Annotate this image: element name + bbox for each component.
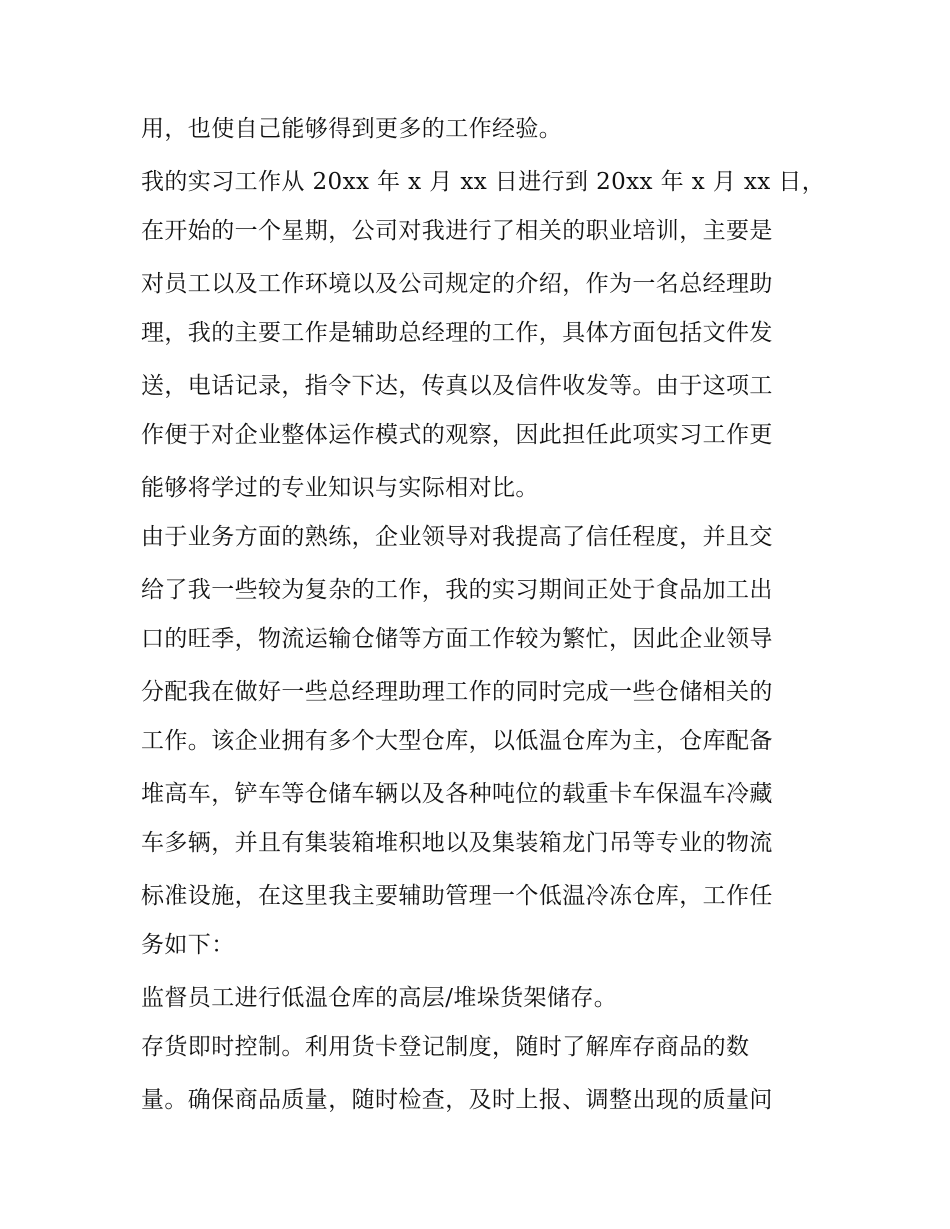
text-line: 用，也使自己能够得到更多的工作经验。: [141, 116, 563, 142]
text-line: 对员工以及工作环境以及公司规定的介绍，作为一名总经理助: [141, 271, 773, 297]
text-line: 量。确保商品质量，随时检查，及时上报、调整出现的质量问: [141, 1087, 773, 1113]
text-line: 作便于对企业整体运作模式的观察，因此担任此项实习工作更: [141, 422, 773, 448]
text-line: 给了我一些较为复杂的工作，我的实习期间正处于食品加工出: [141, 577, 773, 603]
text-line: 标准设施，在这里我主要辅助管理一个低温冷冻仓库，工作任: [141, 883, 773, 909]
text-line: 堆高车，铲车等仓储车辆以及各种吨位的载重卡车保温车冷藏: [141, 781, 773, 807]
text-line: 存货即时控制。利用货卡登记制度，随时了解库存商品的数: [141, 1034, 750, 1060]
text-line: 送，电话记录，指令下达，传真以及信件收发等。由于这项工: [141, 373, 773, 399]
text-line: 由于业务方面的熟练，企业领导对我提高了信任程度，并且交: [141, 524, 773, 550]
text-line: 务如下：: [141, 932, 235, 958]
text-line: 车多辆，并且有集装箱堆积地以及集装箱龙门吊等专业的物流: [141, 830, 773, 856]
text-line: 口的旺季，物流运输仓储等方面工作较为繁忙，因此企业领导: [141, 626, 773, 652]
text-line: 在开始的一个星期，公司对我进行了相关的职业培训，主要是: [141, 218, 773, 244]
text-line: 分配我在做好一些总经理助理工作的同时完成一些仓储相关的: [141, 679, 773, 705]
text-line: 工作。该企业拥有多个大型仓库，以低温仓库为主，仓库配备: [141, 728, 773, 754]
text-line: 能够将学过的专业知识与实际相对比。: [141, 475, 539, 501]
text-line: 理，我的主要工作是辅助总经理的工作，具体方面包括文件发: [141, 320, 773, 346]
text-line: 我的实习工作从 20xx 年 x 月 xx 日进行到 20xx 年 x 月 xx 日，: [141, 169, 826, 195]
text-line: 监督员工进行低温仓库的高层/堆垛货架储存。: [141, 985, 618, 1011]
